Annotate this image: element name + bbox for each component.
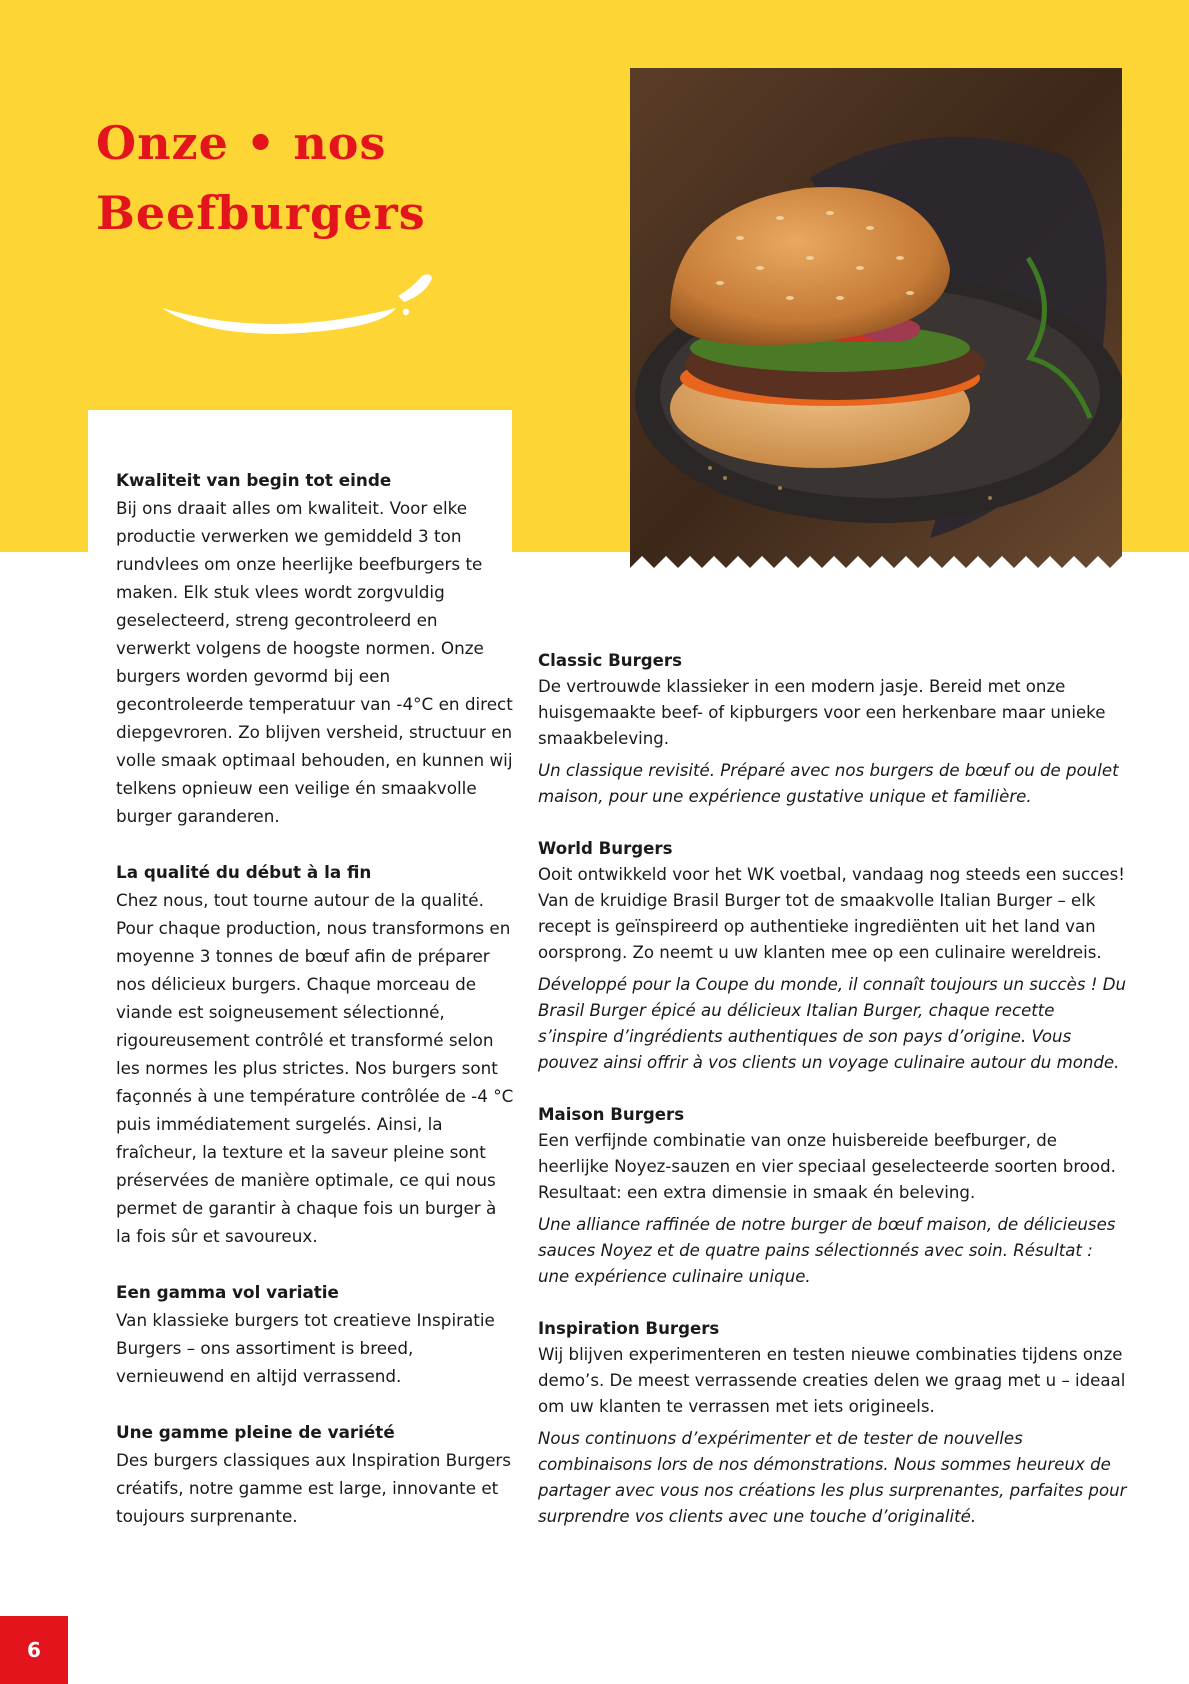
section-world-burgers	[538, 836, 1128, 1076]
section-text-fr: Développé pour la Coupe du monde, il connaît toujours un succès ! Du Brasil Burger épicé au délicieux Italian Burger, chaque recette s’inspire d’ingrédients authentiques de son pays d’origine. Vous pouvez ainsi offrir à vos clients un voyage culinaire autour du monde.	[538, 975, 1127, 1072]
section-heading: World Burgers	[538, 839, 673, 858]
section-gamme	[116, 1418, 516, 1530]
section-text: Des burgers classiques aux Inspiration Burgers créatifs, notre gamme est large, innovante et toujours surprenante.	[116, 1450, 512, 1526]
section-heading: Een gamma vol variatie	[116, 1282, 339, 1302]
section-classic-burgers	[538, 648, 1128, 810]
section-text: Van klassieke burgers tot creatieve Inspiratie Burgers – ons assortiment is breed, vernieuwend en altijd verrassend.	[116, 1310, 495, 1386]
section-maison-burgers	[538, 1102, 1128, 1290]
section-text: Chez nous, tout tourne autour de la qualité. Pour chaque production, nous transformons en moyenne 3 tonnes de bœuf afin de préparer nos délicieux burgers. Chaque morceau de viande est soigneusement sélectionné, rigoureusement contrôlé et transformé selon les normes les plus strictes. Nos burgers sont façonnés à une température contrôlée de -4 °C puis immédiatement surgelés. Ainsi, la fraîcheur, la texture et la saveur pleine sont préservées de manière optimale, ce qui nous permet de garantir à chaque fois un burger à la fois sûr et savoureux.	[116, 890, 514, 1246]
section-text-nl: De vertrouwde klassieker in een modern jasje. Bereid met onze huisgemaakte beef- of kipburgers voor een herkenbare maar unieke smaakbeleving.	[538, 677, 1106, 748]
section-heading: Inspiration Burgers	[538, 1319, 720, 1338]
section-heading: Une gamme pleine de variété	[116, 1422, 395, 1442]
section-text-nl: Wij blijven experimenteren en testen nieuwe combinaties tijdens onze demo’s. De meest verrassende creaties delen we graag met u – ideaal om uw klanten te verrassen met iets origineels.	[538, 1345, 1126, 1416]
section-text-nl: Een verfijnde combinatie van onze huisbereide beefburger, de heerlijke Noyez-sauzen en vier speciaal geselecteerde soorten brood. Resultaat: een extra dimensie in smaak én beleving.	[538, 1131, 1116, 1202]
section-heading: Kwaliteit van begin tot einde	[116, 470, 392, 490]
section-text-fr: Nous continuons d’expérimenter et de tester de nouvelles combinaisons lors de nos démonstrations. Nous sommes heureux de partager avec vous nos créations les plus surprenantes, parfaites pour surprendre vos clients avec une touche d’originalité.	[538, 1429, 1127, 1526]
smile-swoosh-icon	[160, 268, 450, 338]
section-heading: Maison Burgers	[538, 1105, 685, 1124]
section-heading: Classic Burgers	[538, 651, 682, 670]
section-qualite	[116, 858, 516, 1250]
page-number: 6	[0, 1616, 68, 1684]
section-text: Bij ons draait alles om kwaliteit. Voor elke productie verwerken we gemiddeld 3 ton rundvlees om onze heerlijke beefburgers te maken. Elk stuk vlees wordt zorgvuldig geselecteerd, streng gecontroleerd en verwerkt volgens de hoogste normen. Onze burgers worden gevormd bij een gecontroleerde temperatuur van -4°C en direct diepgevroren. Zo blijven versheid, structuur en volle smaak optimaal behouden, en kunnen wij telkens opnieuw een veilige én smaakvolle burger garanderen.	[116, 498, 513, 826]
left-column	[116, 466, 516, 1558]
section-text-nl: Ooit ontwikkeld voor het WK voetbal, vandaag nog steeds een succes! Van de kruidige Brasil Burger tot de smaakvolle Italian Burger – elk recept is geïnspireerd op authentieke ingrediënten uit het land van oorsprong. Zo neemt u uw klanten mee op een culinaire wereldreis.	[538, 865, 1125, 962]
section-text-fr: Un classique revisité. Préparé avec nos burgers de bœuf ou de poulet maison, pour une expérience gustative unique et familière.	[538, 761, 1119, 806]
section-inspiration-burgers	[538, 1316, 1128, 1530]
page-title	[96, 108, 576, 248]
section-text-fr: Une alliance raffinée de notre burger de bœuf maison, de délicieuses sauces Noyez et de quatre pains sélectionnés avec soin. Résultat : une expérience culinaire unique.	[538, 1215, 1116, 1286]
title-line-2: Beefburgers	[96, 186, 426, 240]
title-line-1: Onze • nos	[96, 116, 387, 170]
right-column	[538, 648, 1128, 1556]
section-heading: La qualité du début à la fin	[116, 862, 372, 882]
burger-photo	[630, 68, 1122, 578]
section-gamma	[116, 1278, 516, 1390]
section-kwaliteit	[116, 466, 516, 830]
